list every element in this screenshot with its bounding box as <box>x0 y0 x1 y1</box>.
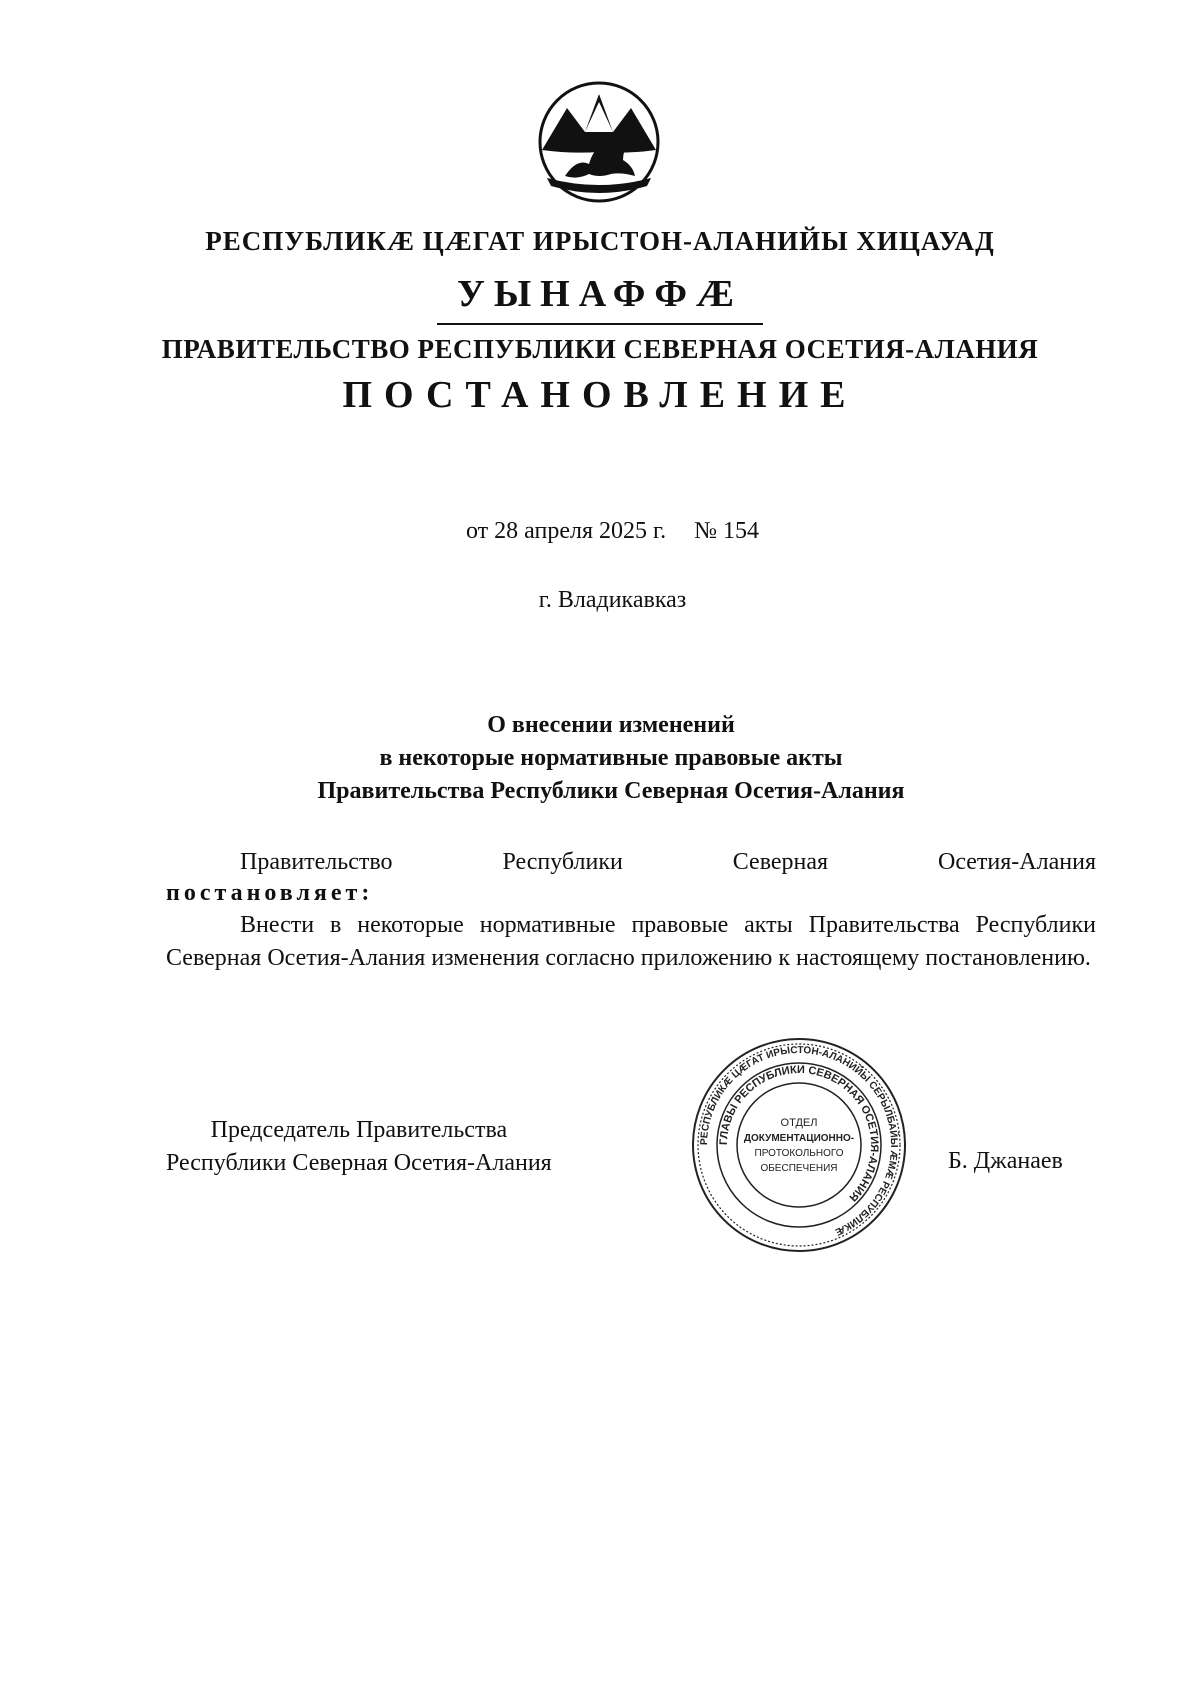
stamp-center-text: ПРОТОКОЛЬНОГО <box>754 1148 844 1159</box>
stamp-middle-ring-text: ГЛАВЫ РЕСПУБЛИКИ СЕВЕРНАЯ ОСЕТИЯ-АЛАНИЯ <box>717 1063 881 1204</box>
coat-of-arms-emblem-icon <box>537 80 661 204</box>
header-ossetian-decree: УЫНАФФÆ <box>456 273 744 315</box>
stamp-center-text: ОБЕСПЕЧЕНИЯ <box>760 1163 838 1174</box>
decree-title-line: О внесении изменений <box>487 712 735 738</box>
signatory-position <box>166 1114 552 1180</box>
decree-title <box>0 709 1200 808</box>
decree-title-line: Правительства Республики Северная Осетия-Алания <box>317 778 905 804</box>
header-ossetian-government: РЕСПУБЛИКÆ ЦÆГАТ ИРЫСТОН-АЛАНИЙЫ ХИЦАУАД <box>205 226 995 256</box>
stamp-center-text: ОТДЕЛ <box>780 1117 818 1129</box>
signatory-name: Б. Джанаев <box>948 1148 1063 1174</box>
decree-paragraph: Внести в некоторые нормативные правовые акты Правительства Республики Северная Осетия-Алания изменения согласно приложению к настоящему постановлению. <box>166 912 1096 971</box>
decree-dateline <box>466 518 759 545</box>
preamble-word: Осетия-Алания <box>938 849 1096 875</box>
decree-verb: постановляет: <box>166 880 374 906</box>
stamp-outer-ring-text: РЕСПУБЛИКÆ ЦÆГАТ ИРЫСТОН-АЛАНИЙЫ СЕРЫЛБАЙЫ ÆМÆ РЕСПУБЛИКÆ <box>698 1044 900 1238</box>
header-russian-government: ПРАВИТЕЛЬСТВО РЕСПУБЛИКИ СЕВЕРНАЯ ОСЕТИЯ-АЛАНИЯ <box>161 334 1039 364</box>
official-stamp-seal <box>690 1036 908 1254</box>
signatory-position-line: Республики Северная Осетия-Алания <box>166 1150 552 1176</box>
signatory-position-line: Председатель Правительства <box>210 1117 508 1143</box>
header-russian-decree: ПОСТАНОВЛЕНИЕ <box>342 374 858 416</box>
decree-body <box>166 909 1096 975</box>
stamp-center-text: ДОКУМЕНТАЦИОННО- <box>743 1133 855 1144</box>
preamble-word: Республики <box>502 849 623 875</box>
decree-city: г. Владикавказ <box>538 587 687 613</box>
preamble-word: Правительство <box>240 849 393 875</box>
preamble-line <box>166 849 1096 876</box>
decree-date: от 28 апреля 2025 г. <box>466 518 667 544</box>
preamble-word: Северная <box>732 849 829 875</box>
decree-title-line: в некоторые нормативные правовые акты <box>379 745 843 771</box>
header-divider <box>437 323 763 325</box>
decree-number: № 154 <box>694 518 760 544</box>
